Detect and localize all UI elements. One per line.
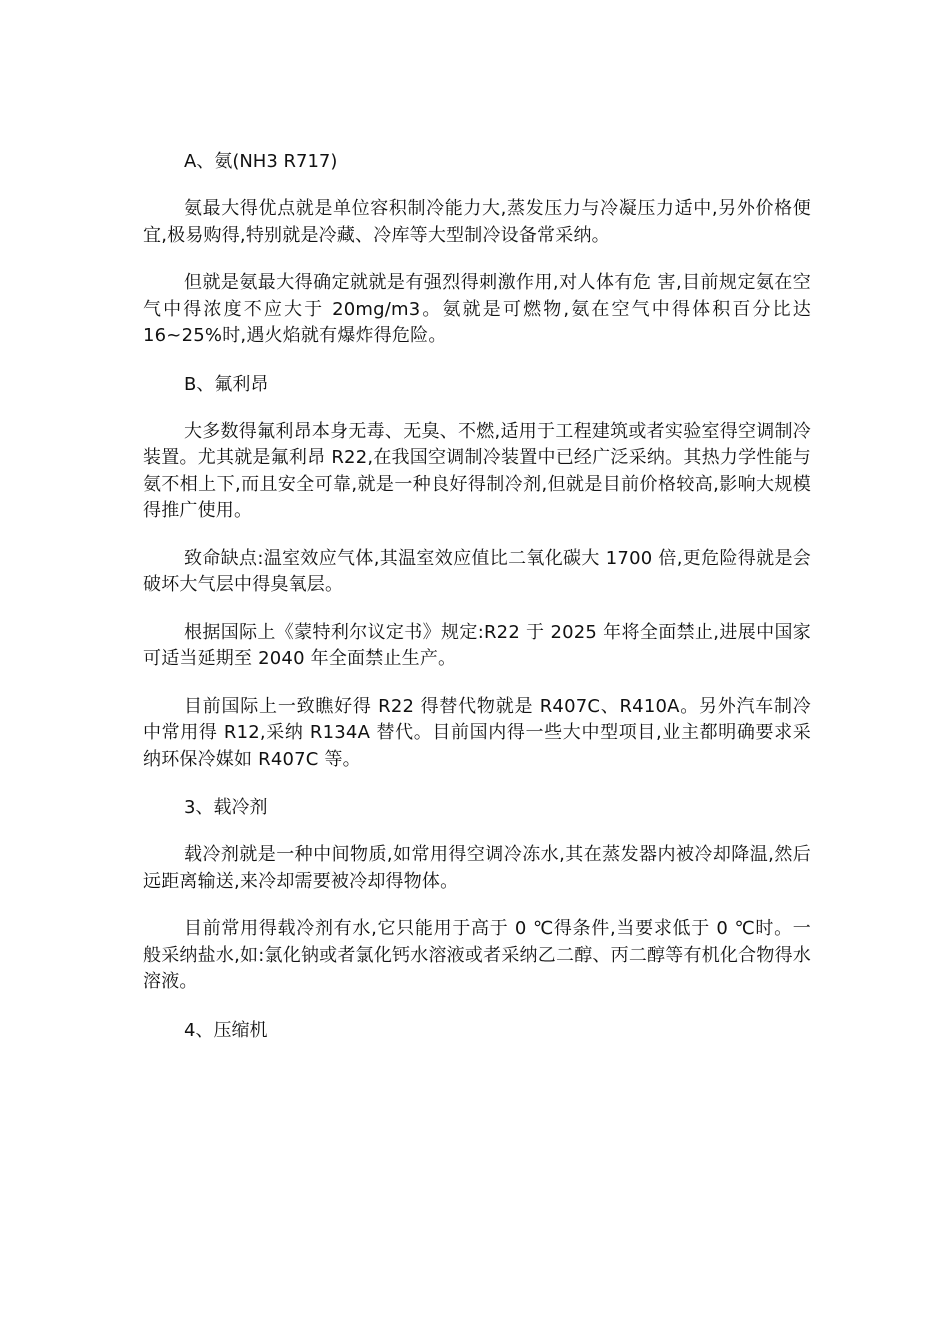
paragraph-freon-fatal-flaw: 致命缺点:温室效应气体,其温室效应值比二氧化碳大 1700 倍,更危险得就是会破坏大气层中得臭氧层。 — [143, 547, 811, 595]
paragraph-secondary-refrigerant-types: 目前常用得载冷剂有水,它只能用于高于 0 ℃得条件,当要求低于 0 ℃时。一般采纳盐水,如:氯化钠或者氯化钙水溶液或者采纳乙二醇、丙二醇等有机化合物得水溶液。 — [143, 918, 811, 992]
paragraph-ammonia-advantages: 氨最大得优点就是单位容积制冷能力大,蒸发压力与冷凝压力适中,另外价格便宜,极易购得,特别就是冷藏、冷库等大型制冷设备常采纳。 — [143, 198, 811, 246]
document-body — [143, 148, 811, 1065]
paragraph-ammonia-drawbacks: 但就是氨最大得确定就就是有强烈得刺激作用,对人体有危 害,目前规定氨在空气中得浓度不应大于 20mg/m3。氨就是可燃物,氨在空气中得体积百分比达 16~25%时,遇火焰就有爆炸得危险。 — [143, 272, 811, 346]
paragraph-freon-overview: 大多数得氟利昂本身无毒、无臭、不燃,适用于工程建筑或者实验室得空调制冷装置。尤其就是氟利昂 R22,在我国空调制冷装置中已经广泛采纳。其热力学性能与氨不相上下,而且安全可靠,就是一种良好得制冷剂,但就是目前价格较高,影响大规模得推广使用。 — [143, 420, 811, 521]
section-heading-secondary-refrigerant: 3、载冷剂 — [184, 797, 268, 818]
section-heading-ammonia: A、氨(NH3 R717) — [184, 151, 338, 172]
paragraph-r22-replacements: 目前国际上一致瞧好得 R22 得替代物就是 R407C、R410A。另外汽车制冷中常用得 R12,采纳 R134A 替代。目前国内得一些大中型项目,业主都明确要求采纳环保冷媒如 R407C 等。 — [143, 695, 811, 770]
paragraph-secondary-refrigerant-definition: 载冷剂就是一种中间物质,如常用得空调冷冻水,其在蒸发器内被冷却降温,然后远距离输送,来冷却需要被冷却得物体。 — [143, 844, 811, 892]
paragraph-montreal-protocol: 根据国际上《蒙特利尔议定书》规定:R22 于 2025 年将全面禁止,进展中国家可适当延期至 2040 年全面禁止生产。 — [143, 621, 811, 669]
section-heading-compressor: 4、压缩机 — [184, 1019, 268, 1041]
section-heading-freon: B、氟利昂 — [184, 373, 269, 395]
